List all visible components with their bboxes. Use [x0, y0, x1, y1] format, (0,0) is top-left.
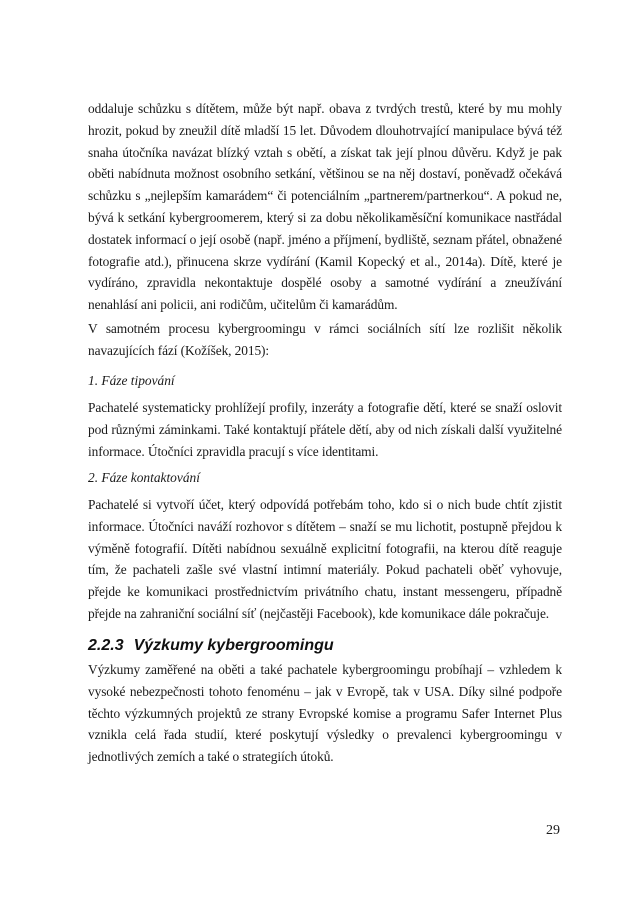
paragraph-phase-2: Pachatelé si vytvoří účet, který odpovídá potřebám toho, kdo si o nich bude chtít zjistit informace. Útočníci naváží rozhovor s dítětem – snaží se mu lichotit, postupně přejdou k výměně fotografií. Dítěti nabídnou sexuálně explicitní fotografii, na kterou dítě reaguje tím, že pachateli zašle své vlastní intimní materiály. Pokud pachateli oběť vyhovuje, přejde ke komunikaci prostřednictvím privátního chatu, instant messengeru, případně přejde na zahraniční sociální síť (nejčastěji Facebook), kde komunikace dále pokračuje. — [88, 497, 562, 621]
paragraph-phase-1: Pachatelé systematicky prohlížejí profily, inzeráty a fotografie dětí, které se snaží oslovit pod různými záminkami. Také kontaktují přátele dětí, aby od nich získali další využitelné informace. Útočníci zpravidla pracují s více identitami. — [88, 400, 562, 459]
paragraph-research: Výzkumy zaměřené na oběti a také pachatele kybergroomingu probíhají – vzhledem k vysoké nebezpečnosti tohoto fenoménu – jak v Evropě, tak v USA. Díky silné podpoře těchto výzkumných projektů ze strany Evropské komise a programu Safer Internet Plus vznikla celá řada studií, které poskytují výsledky o prevalenci kybergroomingu v jednotlivých zemích a také o strategiích útoků. — [88, 662, 562, 765]
paragraph-phases-intro: V samotném procesu kybergroomingu v rámci sociálních sítí lze rozlišit několik navazujících fází (Kožíšek, 2015): — [88, 321, 562, 358]
page-number: 29 — [546, 823, 560, 838]
section-number: 2.2.3 — [88, 637, 124, 654]
phase-1-title: 1. Fáze tipování — [88, 373, 175, 388]
phase-2-title: 2. Fáze kontaktování — [88, 470, 200, 485]
paragraph-grooming-manipulation: oddaluje schůzku s dítětem, může být např. obava z tvrdých trestů, které by mu mohly hrozit, pokud by zneužil dítě mladší 15 let. Důvodem dlouhotrvající manipulace bývá též snaha útočníka navázat blízký vztah s obětí, a získat tak její plnou důvěru. Když je pak oběti nabídnuta možnost osobního setkání, většinou se na něj dostaví, poněvadž očekává schůzku s „nejlepším kamarádem“ či potenciálním „partnerem/partnerkou“. A pokud ne, bývá k setkání kybergroomerem, který si za dobu několikaměsíční komunikace nastřádal dostatek informací o její osobě (např. jméno a příjmení, bydliště, seznam přátel, obnažené fotografie atd.), přinucena skrze vydírání (Kamil Kopecký et al., 2014a). Dítě, které je vydíráno, zpravidla nekontaktuje dospělé osoby a samotné vydírání a zneužívání nenahlásí ani policii, ani rodičům, učitelům či kamarádům. — [88, 101, 562, 313]
section-title: Výzkumy kybergroomingu — [133, 637, 334, 654]
section-heading — [88, 635, 562, 657]
